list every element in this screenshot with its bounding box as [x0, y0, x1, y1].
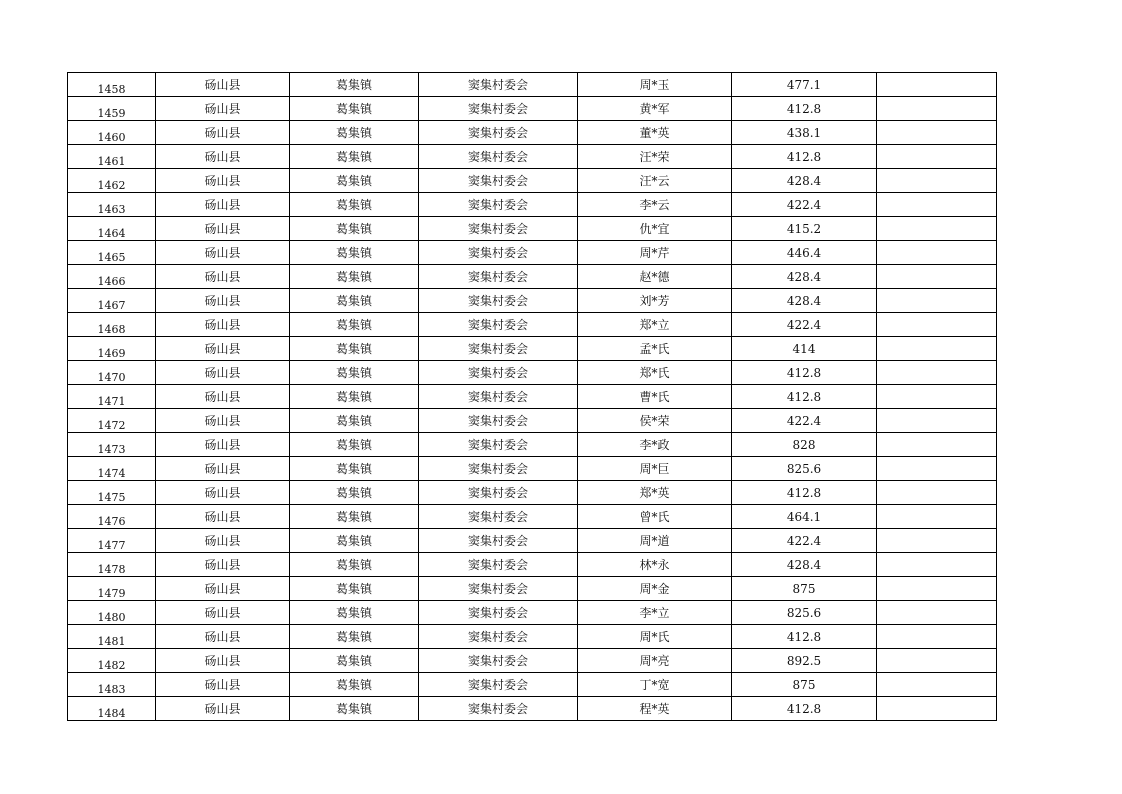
note-cell	[877, 241, 997, 265]
village-cell: 窦集村委会	[419, 73, 578, 97]
county-cell: 砀山县	[156, 145, 290, 169]
table-row	[68, 193, 997, 217]
county-cell: 砀山县	[156, 529, 290, 553]
table-row	[68, 361, 997, 385]
amount-cell: 875	[732, 577, 877, 601]
table-row	[68, 73, 997, 97]
town-cell: 葛集镇	[290, 649, 419, 673]
table-row	[68, 217, 997, 241]
table-body	[68, 73, 997, 721]
note-cell	[877, 577, 997, 601]
row-number-cell: 1481	[68, 625, 156, 649]
town-cell: 葛集镇	[290, 337, 419, 361]
village-cell: 窦集村委会	[419, 265, 578, 289]
person-name-cell: 黄*军	[578, 97, 732, 121]
row-number-cell: 1474	[68, 457, 156, 481]
person-name-cell: 程*英	[578, 697, 732, 721]
person-name-cell: 周*芹	[578, 241, 732, 265]
person-name-cell: 郑*氏	[578, 361, 732, 385]
amount-cell: 412.8	[732, 361, 877, 385]
county-cell: 砀山县	[156, 601, 290, 625]
village-cell: 窦集村委会	[419, 697, 578, 721]
note-cell	[877, 313, 997, 337]
county-cell: 砀山县	[156, 73, 290, 97]
village-cell: 窦集村委会	[419, 553, 578, 577]
person-name-cell: 周*巨	[578, 457, 732, 481]
amount-cell: 446.4	[732, 241, 877, 265]
amount-cell: 414	[732, 337, 877, 361]
row-number-cell: 1477	[68, 529, 156, 553]
person-name-cell: 汪*荣	[578, 145, 732, 169]
village-cell: 窦集村委会	[419, 121, 578, 145]
town-cell: 葛集镇	[290, 193, 419, 217]
amount-cell: 825.6	[732, 457, 877, 481]
table-row	[68, 481, 997, 505]
person-name-cell: 周*氏	[578, 625, 732, 649]
village-cell: 窦集村委会	[419, 457, 578, 481]
amount-cell: 422.4	[732, 409, 877, 433]
row-number-cell: 1475	[68, 481, 156, 505]
county-cell: 砀山县	[156, 697, 290, 721]
amount-cell: 412.8	[732, 97, 877, 121]
county-cell: 砀山县	[156, 457, 290, 481]
amount-cell: 422.4	[732, 193, 877, 217]
county-cell: 砀山县	[156, 361, 290, 385]
note-cell	[877, 457, 997, 481]
person-name-cell: 周*金	[578, 577, 732, 601]
village-cell: 窦集村委会	[419, 289, 578, 313]
person-name-cell: 汪*云	[578, 169, 732, 193]
county-cell: 砀山县	[156, 169, 290, 193]
payment-table	[67, 72, 997, 721]
village-cell: 窦集村委会	[419, 385, 578, 409]
town-cell: 葛集镇	[290, 601, 419, 625]
row-number-cell: 1462	[68, 169, 156, 193]
town-cell: 葛集镇	[290, 697, 419, 721]
note-cell	[877, 601, 997, 625]
county-cell: 砀山县	[156, 505, 290, 529]
table-row	[68, 409, 997, 433]
table-row	[68, 337, 997, 361]
amount-cell: 412.8	[732, 145, 877, 169]
village-cell: 窦集村委会	[419, 97, 578, 121]
county-cell: 砀山县	[156, 433, 290, 457]
row-number-cell: 1463	[68, 193, 156, 217]
table-row	[68, 577, 997, 601]
note-cell	[877, 529, 997, 553]
village-cell: 窦集村委会	[419, 145, 578, 169]
village-cell: 窦集村委会	[419, 601, 578, 625]
person-name-cell: 赵*德	[578, 265, 732, 289]
note-cell	[877, 433, 997, 457]
county-cell: 砀山县	[156, 385, 290, 409]
person-name-cell: 曾*氏	[578, 505, 732, 529]
town-cell: 葛集镇	[290, 529, 419, 553]
row-number-cell: 1465	[68, 241, 156, 265]
town-cell: 葛集镇	[290, 457, 419, 481]
town-cell: 葛集镇	[290, 577, 419, 601]
person-name-cell: 林*永	[578, 553, 732, 577]
person-name-cell: 周*道	[578, 529, 732, 553]
county-cell: 砀山县	[156, 481, 290, 505]
table-row	[68, 121, 997, 145]
person-name-cell: 刘*芳	[578, 289, 732, 313]
county-cell: 砀山县	[156, 409, 290, 433]
amount-cell: 412.8	[732, 385, 877, 409]
person-name-cell: 仇*宜	[578, 217, 732, 241]
amount-cell: 412.8	[732, 481, 877, 505]
table-row	[68, 673, 997, 697]
table-row	[68, 553, 997, 577]
note-cell	[877, 505, 997, 529]
amount-cell: 412.8	[732, 625, 877, 649]
village-cell: 窦集村委会	[419, 673, 578, 697]
town-cell: 葛集镇	[290, 289, 419, 313]
town-cell: 葛集镇	[290, 313, 419, 337]
county-cell: 砀山县	[156, 121, 290, 145]
person-name-cell: 李*云	[578, 193, 732, 217]
table-row	[68, 169, 997, 193]
village-cell: 窦集村委会	[419, 481, 578, 505]
note-cell	[877, 385, 997, 409]
town-cell: 葛集镇	[290, 505, 419, 529]
village-cell: 窦集村委会	[419, 433, 578, 457]
note-cell	[877, 73, 997, 97]
town-cell: 葛集镇	[290, 553, 419, 577]
town-cell: 葛集镇	[290, 361, 419, 385]
note-cell	[877, 361, 997, 385]
person-name-cell: 李*政	[578, 433, 732, 457]
note-cell	[877, 121, 997, 145]
note-cell	[877, 673, 997, 697]
town-cell: 葛集镇	[290, 481, 419, 505]
note-cell	[877, 649, 997, 673]
table-row	[68, 241, 997, 265]
table-row	[68, 433, 997, 457]
table-row	[68, 97, 997, 121]
note-cell	[877, 481, 997, 505]
county-cell: 砀山县	[156, 649, 290, 673]
amount-cell: 875	[732, 673, 877, 697]
village-cell: 窦集村委会	[419, 361, 578, 385]
person-name-cell: 孟*氏	[578, 337, 732, 361]
village-cell: 窦集村委会	[419, 169, 578, 193]
row-number-cell: 1483	[68, 673, 156, 697]
county-cell: 砀山县	[156, 289, 290, 313]
county-cell: 砀山县	[156, 313, 290, 337]
table-row	[68, 625, 997, 649]
row-number-cell: 1473	[68, 433, 156, 457]
row-number-cell: 1466	[68, 265, 156, 289]
note-cell	[877, 217, 997, 241]
row-number-cell: 1476	[68, 505, 156, 529]
row-number-cell: 1464	[68, 217, 156, 241]
table-row	[68, 145, 997, 169]
table-row	[68, 505, 997, 529]
note-cell	[877, 553, 997, 577]
row-number-cell: 1459	[68, 97, 156, 121]
person-name-cell: 曹*氏	[578, 385, 732, 409]
person-name-cell: 周*亮	[578, 649, 732, 673]
table-row	[68, 649, 997, 673]
row-number-cell: 1468	[68, 313, 156, 337]
row-number-cell: 1461	[68, 145, 156, 169]
village-cell: 窦集村委会	[419, 577, 578, 601]
note-cell	[877, 337, 997, 361]
table-row	[68, 529, 997, 553]
town-cell: 葛集镇	[290, 433, 419, 457]
table-row	[68, 289, 997, 313]
note-cell	[877, 409, 997, 433]
village-cell: 窦集村委会	[419, 625, 578, 649]
town-cell: 葛集镇	[290, 217, 419, 241]
county-cell: 砀山县	[156, 97, 290, 121]
note-cell	[877, 97, 997, 121]
table-row	[68, 601, 997, 625]
amount-cell: 415.2	[732, 217, 877, 241]
note-cell	[877, 193, 997, 217]
amount-cell: 428.4	[732, 265, 877, 289]
town-cell: 葛集镇	[290, 169, 419, 193]
table-row	[68, 457, 997, 481]
person-name-cell: 董*英	[578, 121, 732, 145]
amount-cell: 825.6	[732, 601, 877, 625]
row-number-cell: 1471	[68, 385, 156, 409]
amount-cell: 892.5	[732, 649, 877, 673]
amount-cell: 438.1	[732, 121, 877, 145]
amount-cell: 428.4	[732, 289, 877, 313]
town-cell: 葛集镇	[290, 241, 419, 265]
village-cell: 窦集村委会	[419, 193, 578, 217]
town-cell: 葛集镇	[290, 673, 419, 697]
village-cell: 窦集村委会	[419, 409, 578, 433]
table-row	[68, 265, 997, 289]
row-number-cell: 1469	[68, 337, 156, 361]
person-name-cell: 侯*荣	[578, 409, 732, 433]
county-cell: 砀山县	[156, 193, 290, 217]
row-number-cell: 1467	[68, 289, 156, 313]
village-cell: 窦集村委会	[419, 529, 578, 553]
row-number-cell: 1479	[68, 577, 156, 601]
amount-cell: 428.4	[732, 553, 877, 577]
county-cell: 砀山县	[156, 217, 290, 241]
town-cell: 葛集镇	[290, 409, 419, 433]
person-name-cell: 周*玉	[578, 73, 732, 97]
person-name-cell: 郑*立	[578, 313, 732, 337]
amount-cell: 464.1	[732, 505, 877, 529]
town-cell: 葛集镇	[290, 121, 419, 145]
village-cell: 窦集村委会	[419, 505, 578, 529]
table-row	[68, 385, 997, 409]
county-cell: 砀山县	[156, 673, 290, 697]
note-cell	[877, 625, 997, 649]
county-cell: 砀山县	[156, 625, 290, 649]
note-cell	[877, 697, 997, 721]
amount-cell: 422.4	[732, 313, 877, 337]
person-name-cell: 李*立	[578, 601, 732, 625]
row-number-cell: 1472	[68, 409, 156, 433]
county-cell: 砀山县	[156, 337, 290, 361]
amount-cell: 422.4	[732, 529, 877, 553]
amount-cell: 428.4	[732, 169, 877, 193]
amount-cell: 477.1	[732, 73, 877, 97]
row-number-cell: 1482	[68, 649, 156, 673]
county-cell: 砀山县	[156, 265, 290, 289]
village-cell: 窦集村委会	[419, 313, 578, 337]
town-cell: 葛集镇	[290, 73, 419, 97]
village-cell: 窦集村委会	[419, 241, 578, 265]
town-cell: 葛集镇	[290, 385, 419, 409]
county-cell: 砀山县	[156, 553, 290, 577]
row-number-cell: 1484	[68, 697, 156, 721]
town-cell: 葛集镇	[290, 625, 419, 649]
village-cell: 窦集村委会	[419, 217, 578, 241]
table-row	[68, 697, 997, 721]
row-number-cell: 1470	[68, 361, 156, 385]
row-number-cell: 1458	[68, 73, 156, 97]
village-cell: 窦集村委会	[419, 337, 578, 361]
row-number-cell: 1480	[68, 601, 156, 625]
town-cell: 葛集镇	[290, 265, 419, 289]
county-cell: 砀山县	[156, 241, 290, 265]
amount-cell: 828	[732, 433, 877, 457]
note-cell	[877, 145, 997, 169]
row-number-cell: 1460	[68, 121, 156, 145]
table-row	[68, 313, 997, 337]
note-cell	[877, 169, 997, 193]
row-number-cell: 1478	[68, 553, 156, 577]
note-cell	[877, 289, 997, 313]
town-cell: 葛集镇	[290, 145, 419, 169]
town-cell: 葛集镇	[290, 97, 419, 121]
village-cell: 窦集村委会	[419, 649, 578, 673]
county-cell: 砀山县	[156, 577, 290, 601]
amount-cell: 412.8	[732, 697, 877, 721]
person-name-cell: 丁*宽	[578, 673, 732, 697]
note-cell	[877, 265, 997, 289]
person-name-cell: 郑*英	[578, 481, 732, 505]
